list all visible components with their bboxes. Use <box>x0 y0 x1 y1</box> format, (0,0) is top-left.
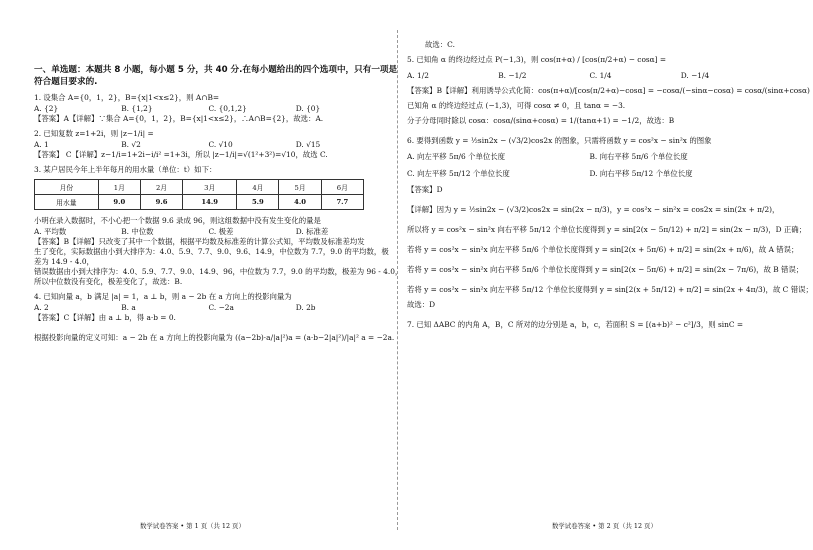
table-cell: 用水量 <box>35 195 99 210</box>
q6-detail-line: 【详解】因为 y = ½sin2x − (√3/2)cos2x = sin(2x − π/3)，y = cos²x − sin²x = cos2x = sin(2x + π/2)， <box>407 205 780 214</box>
table-cell: 1月 <box>98 180 140 195</box>
q4-option-a: A. 2 <box>34 303 49 312</box>
right-page <box>397 0 813 550</box>
section-heading: 一、单选题：本题共 8 小题，每小题 5 分，共 40 分.在每小题给出的四个选项中，只有一项是 <box>34 65 398 75</box>
q5-option-d: D. −1/4 <box>680 71 710 80</box>
q2-option-a: A. 1 <box>34 140 49 149</box>
left-page-footer: 数学试卷答案 • 第 1 页（共 12 页） <box>140 522 245 530</box>
q6-detail-line: 若将 y = cos²x − sin²x 向左平移 5π/6 个单位长度得到 y = sin[2(x + 5π/6) + π/2] = sin(2x + π/6)，故 A 错误； <box>407 245 799 254</box>
water-usage-table <box>34 179 364 210</box>
q6-detail-line: 若将 y = cos²x − sin²x 向左平移 5π/12 个单位长度得到 y = sin[2(x + 5π/12) + π/2] = sin(2x + 4π/3)，故 C 错误； <box>407 285 813 294</box>
q1-option-b: B. {1,2} <box>121 104 153 113</box>
section-heading-cont: 符合题目要求的. <box>34 77 98 87</box>
q1-options <box>34 103 383 114</box>
q4-option-c: C. −2a <box>208 303 234 312</box>
q3-option-c: C. 极差 <box>208 227 234 236</box>
q6-option-d: D. 向右平移 5π/12 个单位长度 <box>589 169 693 178</box>
q1-option-c: C. {0,1,2} <box>208 104 247 113</box>
q2-options <box>34 139 383 150</box>
q4-option-d: D. 2b <box>295 303 316 312</box>
q2-stem: 2. 已知复数 z=1+2i，则 |z−1/i| = <box>34 129 154 138</box>
q2-option-b: B. √2 <box>121 140 141 149</box>
q1-option-a: A. {2} <box>34 104 59 113</box>
q6-option-c: C. 向左平移 5π/12 个单位长度 <box>407 169 510 178</box>
q1-option-d: D. {0} <box>295 104 321 113</box>
table-cell: 月份 <box>35 180 99 195</box>
table-cell: 2月 <box>140 180 182 195</box>
q4-option-b: B. a <box>121 303 136 312</box>
q2-option-d: D. √15 <box>295 140 321 149</box>
q6-stem: 6. 要得到函数 y = ½sin2x − (√3/2)cos2x 的图象，只需将函数 y = cos²x − sin²x 的图象 <box>407 136 712 145</box>
carryover-conclusion: 故选：C. <box>425 40 455 49</box>
q6-conclusion: 故选：D <box>407 300 436 309</box>
q6-answer: 【答案】D <box>407 185 443 194</box>
q3-stem-2: 小明在录入数据时，不小心把一个数据 9.6 录成 96，则这组数据中没有发生变化的量是 <box>34 216 321 225</box>
q6-options-row-2 <box>407 168 772 180</box>
q5-stem: 5. 已知角 α 的终边经过点 P(−1,3)，则 cos(π+α) / [cos(π/2+α) − cosα] = <box>407 55 667 64</box>
table-cell: 3月 <box>183 180 237 195</box>
table-cell: 4.0 <box>279 195 321 210</box>
table-cell: 14.9 <box>183 195 237 210</box>
q1-stem: 1. 设集合 A={0，1，2}，B={x|1<x≤2}，则 A∩B= <box>34 93 220 102</box>
table-cell: 4月 <box>237 180 279 195</box>
table-row <box>35 195 364 210</box>
q6-option-a: A. 向左平移 5π/6 个单位长度 <box>407 152 506 161</box>
table-cell: 5.9 <box>237 195 279 210</box>
q1-answer: 【答案】A【详解】∵集合 A={0，1，2}，B={x|1<x≤2}，∴A∩B={2}，故选：A. <box>34 114 324 123</box>
q5-option-b: B. −1/2 <box>498 71 527 80</box>
table-cell: 7.7 <box>321 195 363 210</box>
q5-option-c: C. 1/4 <box>589 71 612 80</box>
q6-detail-line: 若将 y = cos²x − sin²x 向右平移 5π/6 个单位长度得到 y = sin[2(x − 5π/6) + π/2] = sin(2x − 7π/6)，故 B 错误； <box>407 265 804 274</box>
q4-options <box>34 302 383 313</box>
q3-option-d: D. 标准差 <box>295 227 329 236</box>
q6-options-row-1 <box>407 151 772 163</box>
q3-answer-line: 错误数据由小到大排序为：4.0、5.9、7.7、9.0、14.9、96，中位数为 7.7，9.0 的平均数，极差为 96 - 4.0， <box>34 267 403 276</box>
q5-answer-line: 【答案】B【详解】利用诱导公式化简：cos(π+α)/[cos(π/2+α)−cosα] = −cosα/(−sinα−cosα) = cosα/(sinα+cosα) <box>407 86 810 95</box>
q3-answer-line: 差为 14.9 - 4.0， <box>34 257 94 266</box>
q4-answer: 【答案】C【详解】由 a ⊥ b，得 a·b = 0. <box>34 313 176 322</box>
q4-stem: 4. 已知向量 a，b 满足 |a| = 1，a ⊥ b，则 a − 2b 在 a 方向上的投影向量为 <box>34 292 292 301</box>
q5-options <box>407 70 772 81</box>
q7-stem: 7. 已知 ΔABC 的内角 A，B，C 所对的边分别是 a，b，c，若面积 S = [(a+b)² − c²]/3，则 sinC = <box>407 320 744 329</box>
q6-detail-line: 所以将 y = cos²x − sin²x 向右平移 5π/12 个单位长度得到 y = sin[2(x − 5π/12) + π/2] = sin(2x − π/3)，D 正确； <box>407 225 807 234</box>
q3-option-a: A. 平均数 <box>34 227 67 236</box>
q3-options <box>34 226 383 237</box>
table-cell: 5月 <box>279 180 321 195</box>
q3-answer-line: 所以中位数没有变化，极差变化了，故选：B. <box>34 277 183 286</box>
q2-answer: 【答案】 C【详解】z−1/i=1+2i−i/i² =1+3i，所以 |z−1/i|=√(1²+3²)=√10，故选 C. <box>34 150 328 159</box>
right-page-footer: 数学试卷答案 • 第 2 页（共 12 页） <box>552 522 657 530</box>
q2-option-c: C. √10 <box>208 140 233 149</box>
q5-answer-line: 分子分母同时除以 cosα：cosα/(sinα+cosα) = 1/(tanα+1) = −1/2，故选：B <box>407 116 675 125</box>
q3-answer-line: 生了变化，实际数据由小到大排序为：4.0、5.9、7.7、9.0、9.6、14.9，中位数为 7.7，9.0 的平均数，极 <box>34 247 389 256</box>
table-header-row <box>35 180 364 195</box>
table-cell: 9.0 <box>98 195 140 210</box>
q6-option-b: B. 向右平移 5π/6 个单位长度 <box>589 152 688 161</box>
q3-answer-line: 【答案】B【详解】只改变了其中一个数据，根据平均数及标准差的计算公式知，平均数及标准差均发 <box>34 237 365 246</box>
table-cell: 9.6 <box>140 195 182 210</box>
q5-option-a: A. 1/2 <box>407 71 429 80</box>
left-page <box>0 0 403 550</box>
table-cell: 6月 <box>321 180 363 195</box>
q3-stem: 3. 某户居民今年上半年每月的用水量（单位：t）如下： <box>34 165 217 174</box>
q4-answer-2: 根据投影向量的定义可知：a − 2b 在 a 方向上的投影向量为 ((a−2b)·a/|a|²)a = (a·b−2|a|²)/|a|² a = −2a. <box>34 333 395 342</box>
q5-answer-line: 已知角 α 的终边经过点 (−1,3)，可得 cosα ≠ 0，且 tanα = −3. <box>407 101 626 110</box>
q3-option-b: B. 中位数 <box>121 227 154 236</box>
